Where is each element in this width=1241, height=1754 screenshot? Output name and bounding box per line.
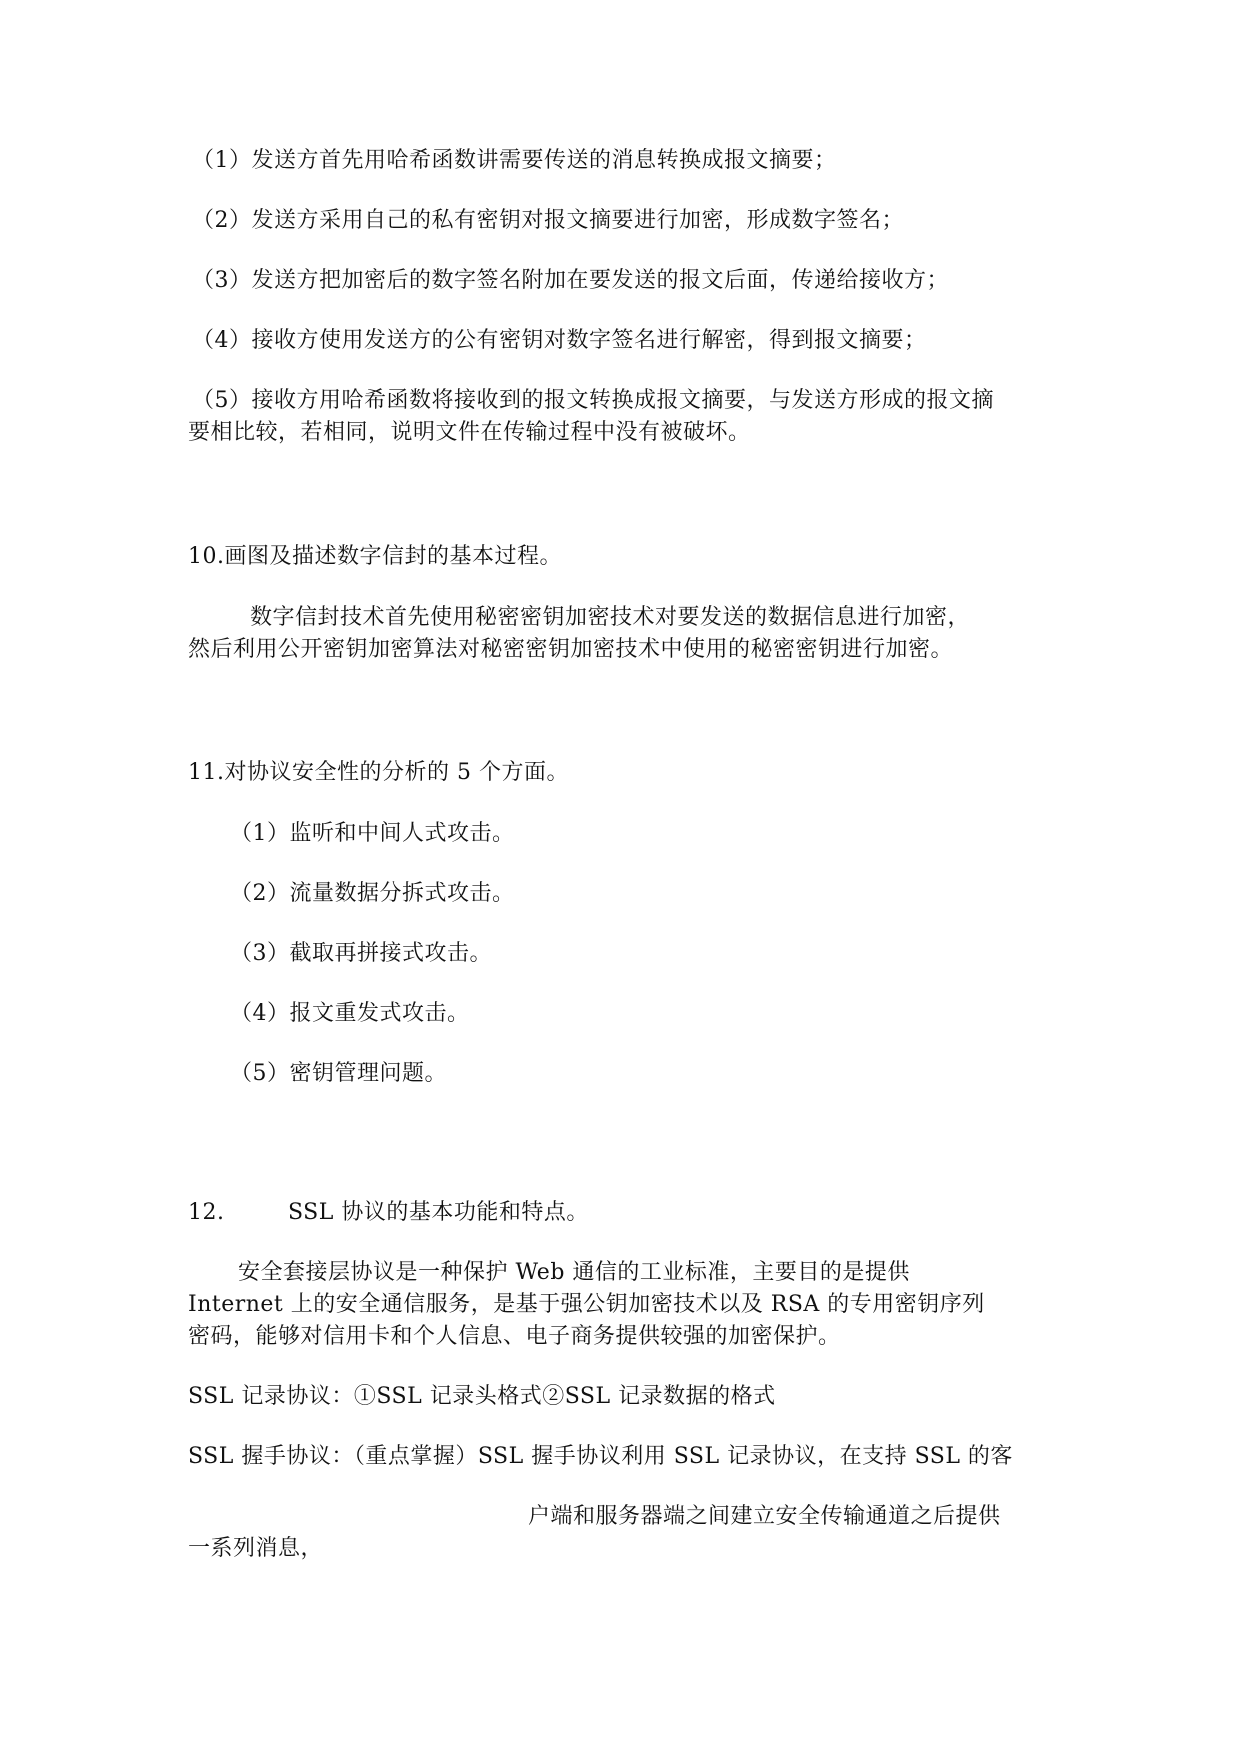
section-11-item-2: （2）流量数据分拆式攻击。 [230,881,515,906]
section-12-heading [188,1198,589,1228]
section-12-body-line3: 密码，能够对信用卡和个人信息、电子商务提供较强的加密保护。 [188,1324,841,1349]
signature-step-5-line2: 要相比较，若相同，说明文件在传输过程中没有被破坏。 [188,420,751,445]
section-12-number: 12. [188,1200,225,1225]
signature-step-3: （3）发送方把加密后的数字签名附加在要发送的报文后面，传递给接收方； [192,268,949,293]
signature-step-5-line1: （5）接收方用哈希函数将接收到的报文转换成报文摘要，与发送方形成的报文摘 [192,388,994,413]
signature-step-2: （2）发送方采用自己的私有密钥对报文摘要进行加密，形成数字签名； [192,208,904,233]
ssl-handshake-line3: 一系列消息， [188,1536,324,1561]
section-12-body-line1: 安全套接层协议是一种保护 Web 通信的工业标准，主要目的是提供 [238,1260,910,1285]
ssl-record-protocol: SSL 记录协议：①SSL 记录头格式②SSL 记录数据的格式 [188,1384,776,1409]
section-11-item-1: （1）监听和中间人式攻击。 [230,821,515,846]
section-12-title: SSL 协议的基本功能和特点。 [288,1200,589,1225]
section-11-item-5: （5）密钥管理问题。 [230,1061,447,1086]
section-11-item-4: （4）报文重发式攻击。 [230,1001,470,1026]
ssl-handshake-line1: SSL 握手协议：（重点掌握）SSL 握手协议利用 SSL 记录协议，在支持 SSL 的客 [188,1444,1013,1469]
section-11-heading: 11.对协议安全性的分析的 5 个方面。 [188,760,569,785]
section-10-body-line1: 数字信封技术首先使用秘密密钥加密技术对要发送的数据信息进行加密， [250,605,971,630]
section-10-heading: 10.画图及描述数字信封的基本过程。 [188,544,562,569]
section-10-body-line2: 然后利用公开密钥加密算法对秘密密钥加密技术中使用的秘密密钥进行加密。 [188,637,954,662]
signature-step-4: （4）接收方使用发送方的公有密钥对数字签名进行解密，得到报文摘要； [192,328,927,353]
ssl-handshake-line2: 户端和服务器端之间建立安全传输通道之后提供 [528,1504,1001,1529]
section-12-body-line2: Internet 上的安全通信服务，是基于强公钥加密技术以及 RSA 的专用密钥序列 [188,1292,985,1317]
signature-step-1: （1）发送方首先用哈希函数讲需要传送的消息转换成报文摘要； [192,148,837,173]
section-11-item-3: （3）截取再拼接式攻击。 [230,941,492,966]
